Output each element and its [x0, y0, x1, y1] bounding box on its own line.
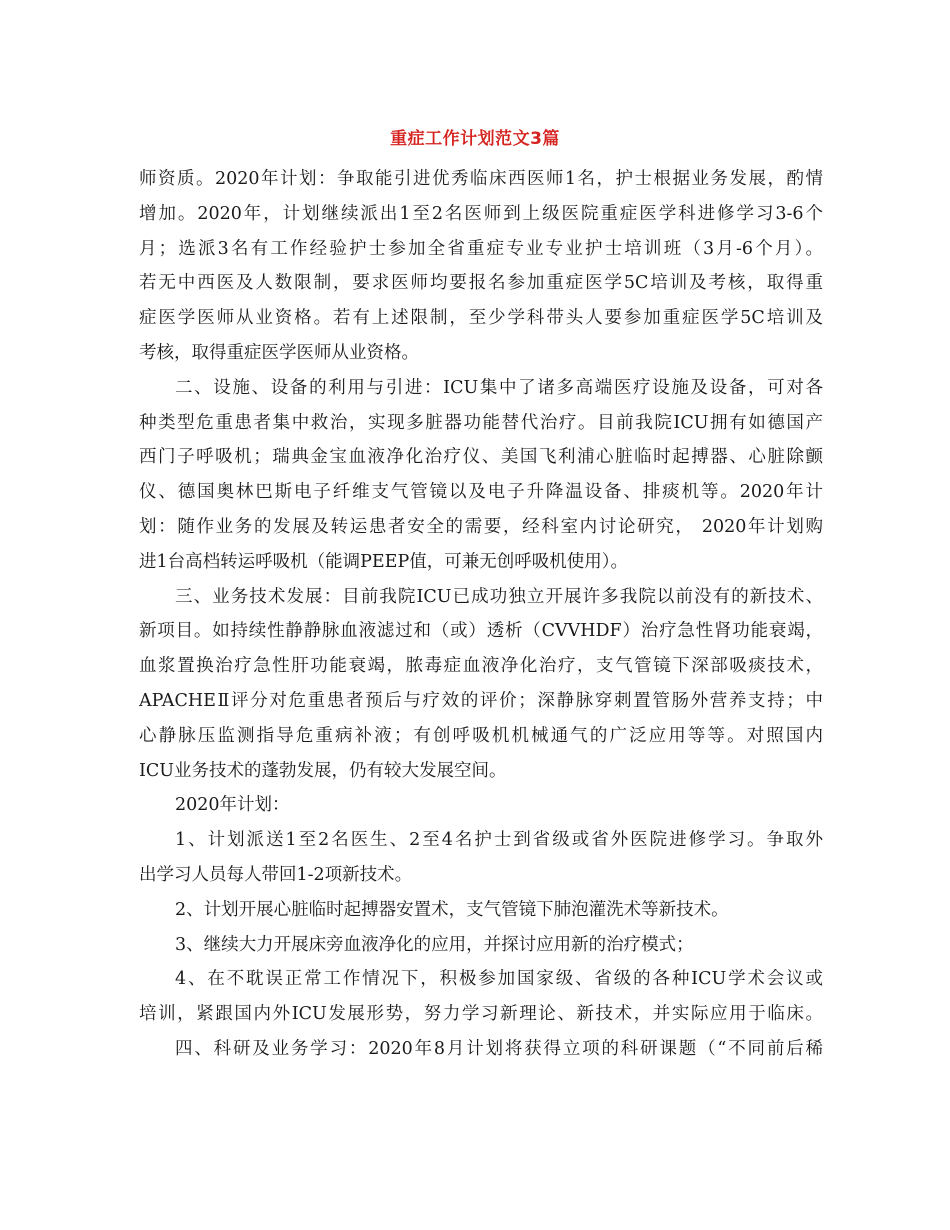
- document-title: 重症工作计划范文3篇: [390, 129, 560, 149]
- body-line: 2、计划开展心脏临时起搏器安置术，支气管镜下肺泡灌洗术等新技术。: [175, 899, 729, 920]
- body-line: 划：随作业务的发展及转运患者安全的需要，经科室内讨论研究， 2020年计划购: [139, 516, 823, 537]
- body-line: 新项目。如持续性静静脉血液滤过和（或）透析（CVVHDF）治疗急性肾功能衰竭，: [139, 621, 823, 642]
- body-line: 仪、德国奥林巴斯电子纤维支气管镜以及电子升降温设备、排痰机等。2020年计: [139, 482, 823, 503]
- body-line: ICU业务技术的蓬勃发展，仍有较大发展空间。: [139, 760, 507, 781]
- body-line: 症医学医师从业资格。若有上述限制，至少学科带头人要参加重症医学5C培训及: [139, 308, 823, 329]
- body-line: 考核，取得重症医学医师从业资格。: [139, 342, 419, 363]
- body-line: APACHEⅡ评分对危重患者预后与疗效的评价；深静脉穿刺置管肠外营养支持；中: [139, 690, 823, 711]
- body-line: 培训，紧跟国内外ICU发展形势，努力学习新理论、新技术，并实际应用于临床。: [139, 1004, 823, 1025]
- body-line: 种类型危重患者集中救治，实现多脏器功能替代治疗。目前我院ICU拥有如德国产: [139, 412, 823, 433]
- body-line: 三、业务技术发展：目前我院ICU已成功独立开展许多我院以前没有的新技术、: [175, 586, 823, 607]
- body-line: 4、在不耽误正常工作情况下，积极参加国家级、省级的各种ICU学术会议或: [175, 969, 823, 990]
- body-line: 3、继续大力开展床旁血液净化的应用，并探讨应用新的治疗模式；: [175, 934, 694, 955]
- body-line: 若无中西医及人数限制，要求医师均要报名参加重症医学5C培训及考核，取得重: [139, 273, 823, 294]
- body-line: 出学习人员每人带回1-2项新技术。: [139, 864, 413, 885]
- body-line: 1、计划派送1至2名医生、2至4名护士到省级或省外医院进修学习。争取外: [175, 830, 823, 851]
- body-line: 月；选派3名有工作经验护士参加全省重症专业专业护士培训班（3月-6个月）。: [139, 238, 823, 259]
- body-line: 二、设施、设备的利用与引进：ICU集中了诸多高端医疗设施及设备，可对各: [175, 377, 823, 398]
- body-line: 血浆置换治疗急性肝功能衰竭，脓毒症血液净化治疗，支气管镜下深部吸痰技术，: [139, 656, 823, 677]
- body-line: 2020年计划：: [175, 795, 290, 816]
- document-body: [139, 162, 823, 1067]
- body-line: 四、科研及业务学习：2020年8月计划将获得立项的科研课题（“不同前后稀: [175, 1038, 823, 1059]
- body-line: 增加。2020年，计划继续派出1至2名医师到上级医院重症医学科进修学习3-6个: [139, 203, 823, 224]
- body-line: 师资质。2020年计划：争取能引进优秀临床西医师1名，护士根据业务发展，酌情: [139, 169, 823, 189]
- body-line: 进1台高档转运呼吸机（能调PEEP值，可兼无创呼吸机使用）。: [139, 551, 628, 572]
- body-line: 心静脉压监测指导危重病补液；有创呼吸机机械通气的广泛应用等等。对照国内: [139, 725, 823, 746]
- body-line: 西门子呼吸机；瑞典金宝血液净化治疗仪、美国飞利浦心脏临时起搏器、心脏除颤: [139, 447, 823, 468]
